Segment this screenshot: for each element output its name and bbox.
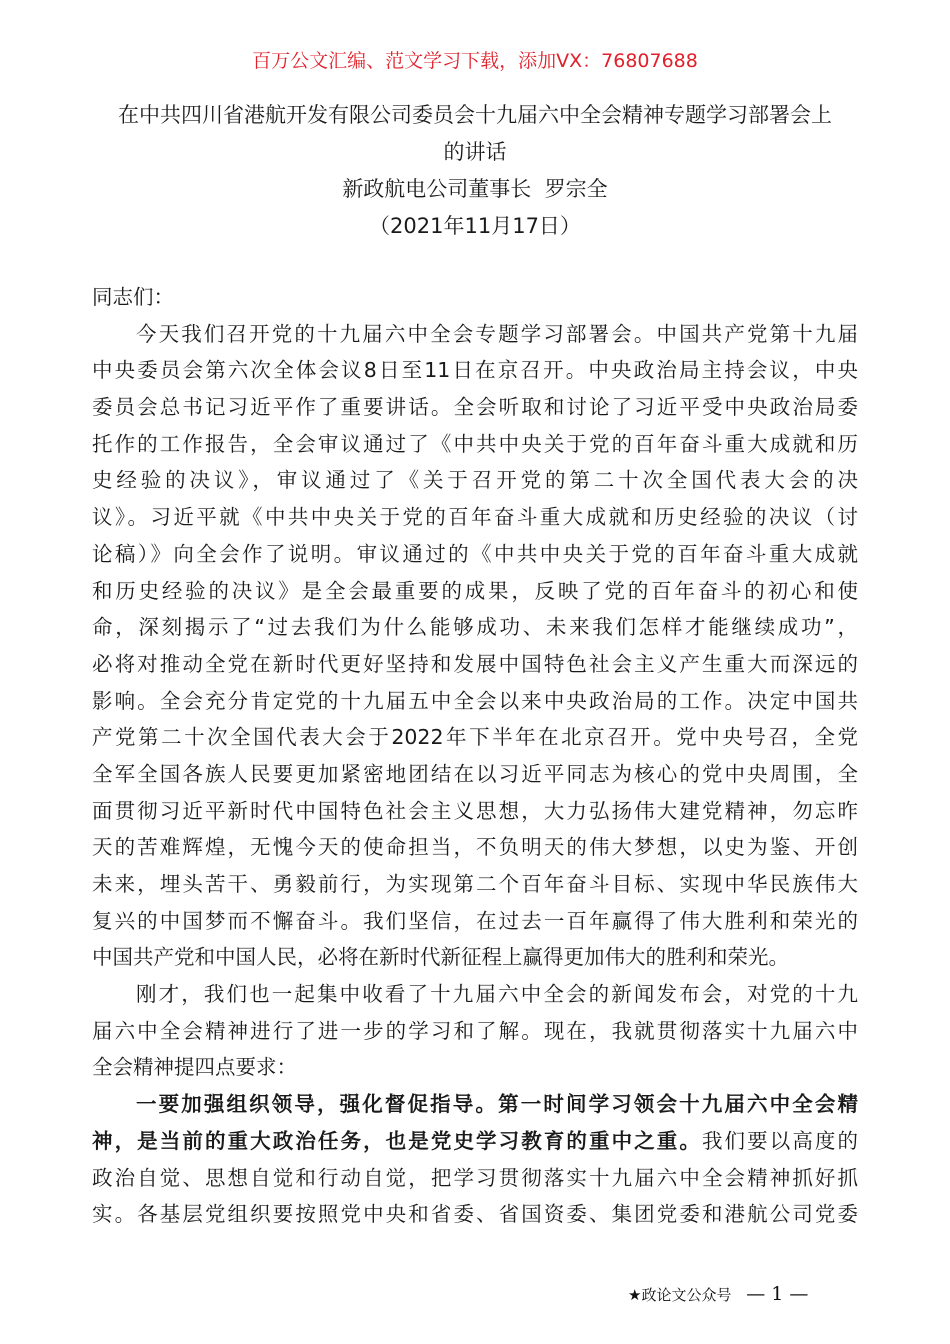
text-line (92, 536, 858, 573)
text-line (92, 683, 858, 720)
text-segment: 中央委员会第六次全体会议8日至11日在京召开。中央政治局主持会议，中央 (92, 358, 858, 383)
footer-source: ★政论文公众号 (628, 1286, 732, 1304)
text-segment: 托作的工作报告，全会审议通过了《中共中央关于党的百年奋斗重大成就和历 (92, 431, 858, 456)
text-line (92, 1013, 858, 1050)
text-segment: 委员会总书记习近平作了重要讲话。全会听取和讨论了习近平受中央政治局委 (92, 395, 858, 420)
text-line (92, 756, 858, 793)
text-line (92, 829, 858, 866)
text-segment: 复兴的中国梦而不懈奋斗。我们坚信，在过去一百年赢得了伟大胜利和荣光的 (92, 908, 858, 933)
page-footer (628, 1283, 808, 1305)
text-line (92, 1160, 858, 1197)
text-segment: 实。各基层党组织要按照党中央和省委、省国资委、集团党委和港航公司党委 (92, 1202, 858, 1227)
text-line (92, 499, 858, 536)
text-segment: 产党第二十次全国代表大会于2022年下半年在北京召开。党中央号召，全党 (92, 725, 858, 750)
text-line (92, 903, 858, 940)
text-line (92, 426, 858, 463)
watermark-banner: 百万公文汇编、范文学习下载，添加VX：76807688 (252, 50, 698, 72)
page-number: — 1 — (746, 1283, 809, 1305)
text-line (92, 1123, 858, 1160)
document-body (92, 279, 858, 1233)
text-line (92, 793, 858, 830)
bold-text: 神，是当前的重大政治任务，也是党史学习教育的重中之重。 (92, 1128, 702, 1153)
text-line (92, 573, 858, 610)
text-segment: 天的苦难辉煌，无愧今天的使命担当，不负明天的伟大梦想，以史为鉴、开创 (92, 835, 858, 860)
document-title-continued: 的讲话 (443, 140, 507, 164)
text-line (92, 316, 858, 353)
text-segment: 届六中全会精神进行了进一步的学习和了解。现在，我就贯彻落实十九届六中 (92, 1018, 858, 1043)
text-line (92, 389, 858, 426)
text-segment: 议》。习近平就《中共中央关于党的百年奋斗重大成就和历史经验的决议（讨 (92, 505, 858, 530)
text-segment: 论稿）》向全会作了说明。审议通过的《中共中央关于党的百年奋斗重大成就 (92, 541, 858, 566)
document-header (80, 97, 870, 245)
text-segment: 必将对推动全党在新时代更好坚持和发展中国特色社会主义产生重大而深远的 (92, 651, 858, 676)
text-line (92, 646, 858, 683)
bold-text: 一要加强组织领导，强化督促指导。第一时间学习领会十九届六中全会精 (136, 1092, 858, 1117)
text-segment: 面贯彻习近平新时代中国特色社会主义思想，大力弘扬伟大建党精神，勿忘昨 (92, 798, 858, 823)
text-segment: 影响。全会充分肯定党的十九届五中全会以来中央政治局的工作。决定中国共 (92, 688, 858, 713)
text-segment: 全军全国各族人民要更加紧密地团结在以习近平同志为核心的党中央周围，全 (92, 761, 858, 786)
text-line (92, 609, 858, 646)
text-line (92, 976, 858, 1013)
text-segment: 同志们： (92, 285, 174, 309)
text-segment: 命，深刻揭示了“过去我们为什么能够成功、未来我们怎样才能继续成功”， (92, 615, 858, 640)
speech-date: （2021年11月17日） (369, 214, 581, 238)
text-line (92, 1049, 858, 1086)
text-segment: 和历史经验的决议》是全会最重要的成果，反映了党的百年奋斗的初心和使 (92, 578, 858, 603)
text-line (92, 866, 858, 903)
text-segment: 我们要以高度的 (701, 1128, 858, 1153)
text-segment: 中国共产党和中国人民，必将在新时代新征程上赢得更加伟大的胜利和荣光。 (92, 945, 789, 970)
text-line (92, 279, 858, 316)
text-segment: 史经验的决议》，审议通过了《关于召开党的第二十次全国代表大会的决 (92, 468, 858, 493)
document-title: 在中共四川省港航开发有限公司委员会十九届六中全会精神专题学习部署会上 (118, 103, 832, 127)
text-line (92, 352, 858, 389)
speaker-line: 新政航电公司董事长 罗宗全 (342, 177, 608, 201)
text-line (92, 1086, 858, 1123)
text-line (92, 462, 858, 499)
text-segment: 全会精神提四点要求： (92, 1055, 297, 1080)
text-line (92, 1196, 858, 1233)
text-line (92, 719, 858, 756)
text-segment: 刚才，我们也一起集中收看了十九届六中全会的新闻发布会，对党的十九 (136, 982, 858, 1007)
text-segment: 未来，埋头苦干、勇毅前行，为实现第二个百年奋斗目标、实现中华民族伟大 (92, 872, 858, 896)
text-line (92, 939, 858, 976)
text-segment: 今天我们召开党的十九届六中全会专题学习部署会。中国共产党第十九届 (136, 321, 858, 346)
text-segment: 政治自觉、思想自觉和行动自觉，把学习贯彻落实十九届六中全会精神抓好抓 (92, 1165, 858, 1190)
